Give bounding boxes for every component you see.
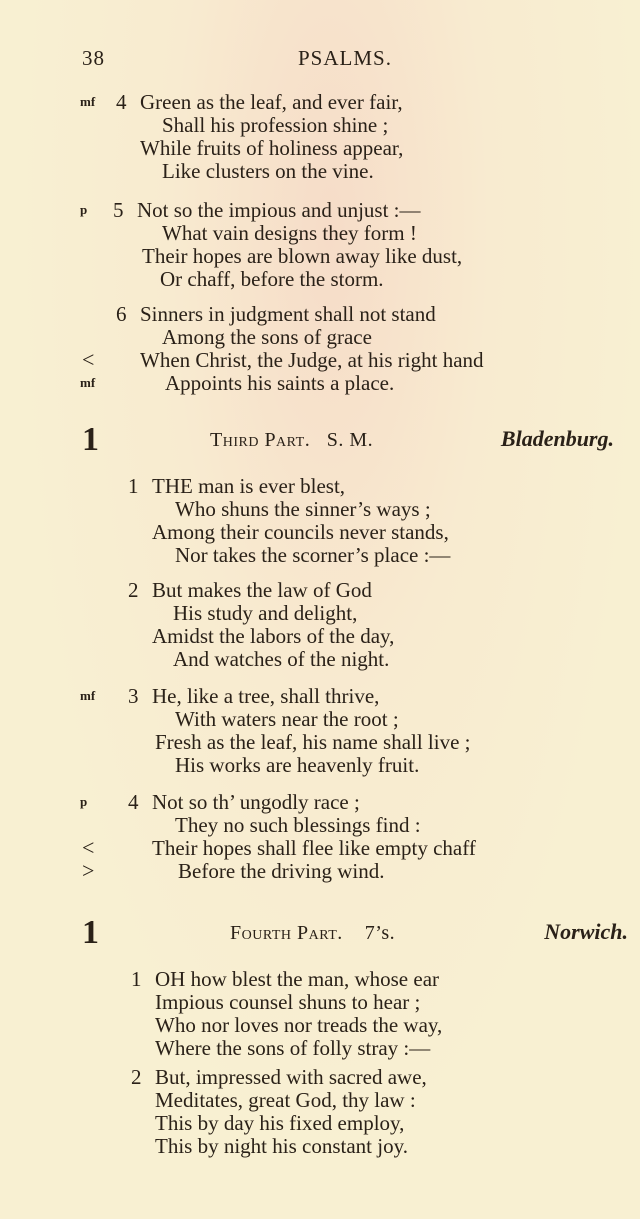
dynamic-mark: mf [80,688,96,703]
part-label: Fourth Part. [230,922,343,944]
dynamic-mark: p [80,794,88,809]
verse-number: 1 [131,967,142,991]
verse-line: Their hopes shall flee like empty chaff [152,836,476,860]
metre-label: S. M. [326,429,374,451]
verse-line: Meditates, great God, thy law : [155,1088,416,1112]
verse-number: 4 [128,790,139,814]
dynamic-mark: < [82,347,95,372]
verse-line: This by night his constant joy. [155,1134,408,1158]
verse-line: Their hopes are blown away like dust, [142,244,463,268]
dynamic-mark: p [80,202,88,217]
verse-line: Among their councils never stands, [152,520,449,544]
verse-line: They no such blessings find : [175,813,421,837]
verse-line: What vain designs they form ! [162,221,417,245]
verse-number: 1 [128,474,139,498]
verse-line: OH how blest the man, whose ear [155,967,440,991]
verse-line: But, impressed with sacred awe, [155,1065,427,1089]
verse-line: Where the sons of folly stray :— [155,1036,431,1060]
verse-line: Impious counsel shuns to hear ; [155,990,421,1014]
dynamic-mark: mf [80,375,96,390]
verse-line: While fruits of holiness appear, [140,136,404,160]
verse-line: Who nor loves nor treads the way, [155,1013,443,1037]
verse-line: But makes the law of God [152,578,372,602]
verse-line: Or chaff, before the storm. [160,267,384,291]
verse-line: Sinners in judgment shall not stand [140,302,436,326]
running-title: PSALMS. [298,46,392,70]
verse-line: With waters near the root ; [175,707,399,731]
verse-line: He, like a tree, shall thrive, [152,684,380,708]
verse-line: Who shuns the sinner’s ways ; [175,497,431,521]
verse-line: Like clusters on the vine. [162,159,374,183]
verse-line: Before the driving wind. [178,859,385,883]
verse-number: 6 [116,302,127,326]
dynamic-mark: < [82,835,95,860]
verse-line: Amidst the labors of the day, [152,624,395,648]
psalm-number: 1 [82,914,99,951]
verse-number: 3 [128,684,139,708]
verse-line: And watches of the night. [173,647,390,671]
part-label: Third Part. [210,429,311,451]
dynamic-mark: > [82,858,95,883]
verse-line: Among the sons of grace [162,325,372,349]
tune-name: Norwich. [544,919,628,944]
page-number: 38 [82,46,105,70]
verse-line: When Christ, the Judge, at his right hand [140,348,484,372]
verse-number: 2 [131,1065,142,1089]
verse-number: 4 [116,90,127,114]
part-title [210,426,373,454]
metre-label: 7’s. [364,922,396,944]
verse-line: Not so the impious and unjust :— [137,198,421,222]
part-title [230,919,395,947]
dynamic-mark: mf [80,94,96,109]
verse-number: 2 [128,578,139,602]
verse-line: His study and delight, [173,601,358,625]
verse-line: Fresh as the leaf, his name shall live ; [155,730,471,754]
tune-name: Bladenburg. [500,426,614,451]
verse-number: 5 [113,198,124,222]
verse-line: This by day his fixed employ, [155,1111,405,1135]
verse-line: Nor takes the scorner’s place :— [175,543,451,567]
psalm-number: 1 [82,421,99,458]
verse-line: Shall his profession shine ; [162,113,389,137]
verse-line: THE man is ever blest, [152,474,346,498]
verse-line: Green as the leaf, and ever fair, [140,90,403,114]
verse-line: Appoints his saints a place. [165,371,395,395]
verse-line: His works are heavenly fruit. [175,753,420,777]
verse-line: Not so th’ ungodly race ; [152,790,360,814]
